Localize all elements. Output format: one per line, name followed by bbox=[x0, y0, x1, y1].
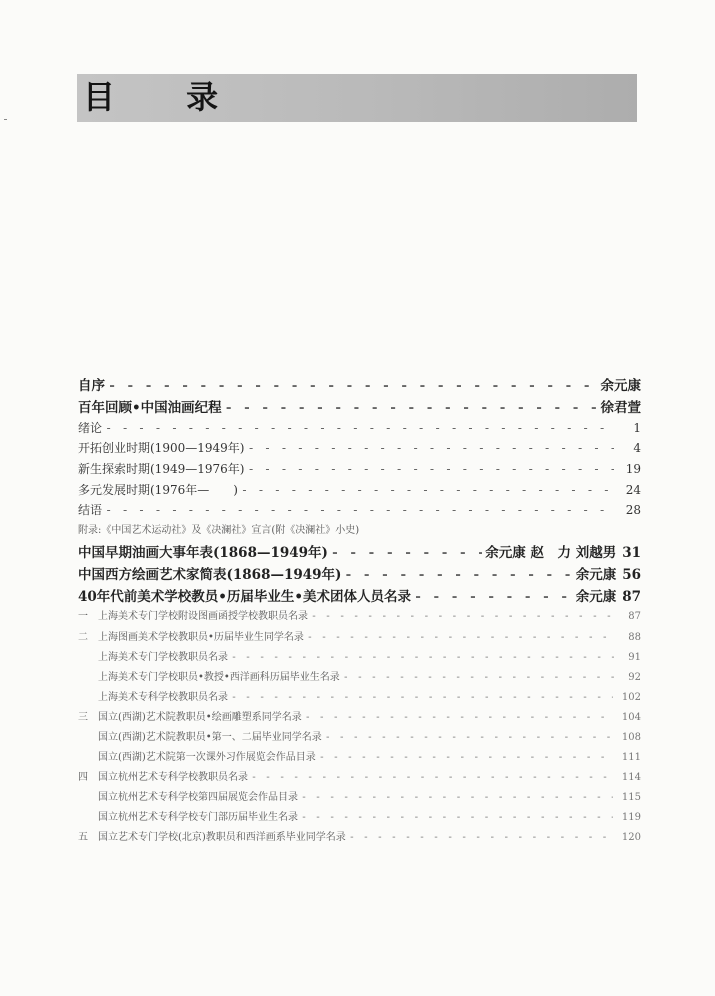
toc-item-label: 国立(西湖)艺术院第一次课外习作展览会作品目录 bbox=[98, 752, 316, 763]
dot-leader bbox=[311, 611, 614, 622]
dot-leader bbox=[343, 672, 614, 683]
toc-page-number: 102 bbox=[621, 692, 641, 703]
toc-item-label: 上海美术专门学校职员•教授•西洋画科历届毕业生名录 bbox=[98, 672, 340, 683]
toc-page-number: 87 bbox=[628, 611, 641, 622]
dot-leader bbox=[301, 792, 613, 803]
toc-page-number: 108 bbox=[621, 732, 641, 743]
toc-entry-label: 开拓创业时期(1900—1949年) bbox=[78, 441, 245, 455]
toc-page-number: 31 bbox=[622, 545, 641, 561]
toc-page-number: 120 bbox=[621, 832, 641, 843]
toc-section-rosters bbox=[78, 585, 641, 605]
toc-item bbox=[78, 828, 641, 843]
toc-item-label: 五 国立艺术专门学校(北京)教职员和西洋画系毕业同学名录 bbox=[78, 832, 346, 843]
toc-item-label: 国立杭州艺术专科学校第四届展览会作品目录 bbox=[98, 792, 298, 803]
toc-entry-review bbox=[78, 396, 641, 416]
dot-leader bbox=[247, 441, 614, 455]
appendix-note: 附录:《中国艺术运动社》及《决澜社》宣言(附《决澜社》小史) bbox=[78, 525, 360, 536]
title-banner bbox=[77, 74, 637, 122]
toc-entry-label: 40年代前美术学校教员•历届毕业生•美术团体人员名录 bbox=[78, 589, 412, 605]
toc-page-number: 28 bbox=[625, 503, 641, 517]
dot-leader bbox=[319, 752, 613, 763]
toc-page-number: 91 bbox=[628, 652, 641, 663]
toc-item bbox=[98, 688, 641, 703]
toc-item bbox=[78, 607, 641, 622]
toc-page-number: 24 bbox=[625, 483, 641, 497]
dot-leader bbox=[231, 652, 614, 663]
toc-entry-intro bbox=[78, 419, 641, 436]
toc-item-label: 国立杭州艺术专科学校专门部历届毕业生名录 bbox=[98, 812, 298, 823]
toc-entry-conclusion bbox=[78, 501, 641, 518]
toc-item bbox=[98, 748, 641, 763]
toc-page-number: 111 bbox=[621, 752, 641, 763]
toc-item-label: 三 国立(西湖)艺术院教职员•绘画雕塑系同学名录 bbox=[78, 712, 302, 723]
margin-mark bbox=[4, 119, 7, 120]
toc-entry-author: 余元康 bbox=[575, 567, 617, 583]
toc-item-label: 上海美术专门学校教职员名录 bbox=[98, 652, 228, 663]
toc-item bbox=[98, 648, 641, 663]
toc-entry-label: 百年回顾•中国油画纪程 bbox=[78, 400, 222, 416]
dot-leader bbox=[105, 421, 614, 435]
dot-leader bbox=[331, 545, 482, 561]
dot-leader bbox=[307, 632, 614, 643]
toc-item-label: 国立(西湖)艺术院教职员•第一、二届毕业同学名录 bbox=[98, 732, 322, 743]
dot-leader bbox=[108, 378, 598, 394]
toc-entry-label: 结语 bbox=[78, 503, 103, 517]
toc-page-number: 115 bbox=[621, 792, 641, 803]
dot-leader bbox=[251, 772, 613, 783]
toc-item bbox=[78, 708, 641, 723]
toc-entry-author: 余元康 赵 力 刘越男 bbox=[485, 545, 617, 561]
toc-item bbox=[78, 628, 641, 643]
toc-item-label: 二 上海图画美术学校教职员•历届毕业生同学名录 bbox=[78, 632, 304, 643]
toc-page-number: 19 bbox=[625, 462, 641, 476]
toc-entry-author: 余元康 bbox=[600, 378, 641, 394]
toc-item-label: 上海美术专科学校教职员名录 bbox=[98, 692, 228, 703]
dot-leader bbox=[105, 503, 614, 517]
toc-item bbox=[98, 808, 641, 823]
toc-section-artists bbox=[78, 563, 641, 583]
toc-entry-label: 绪论 bbox=[78, 421, 103, 435]
toc-page-number: 56 bbox=[622, 567, 641, 583]
toc-entry-label: 中国早期油画大事年表(1868—1949年) bbox=[78, 545, 328, 561]
toc-entry-label: 中国西方绘画艺术家简表(1868—1949年) bbox=[78, 567, 342, 583]
toc-page-number: 1 bbox=[633, 421, 641, 435]
toc-entry-period-2 bbox=[78, 460, 641, 477]
toc-item bbox=[98, 728, 641, 743]
dot-leader bbox=[301, 812, 613, 823]
dot-leader bbox=[305, 712, 613, 723]
toc-item-label: 四 国立杭州艺术专科学校教职员名录 bbox=[78, 772, 248, 783]
toc-page-number: 92 bbox=[628, 672, 641, 683]
dot-leader bbox=[349, 832, 613, 843]
toc-entry-label: 自序 bbox=[78, 378, 105, 394]
page-title: 目 录 bbox=[83, 78, 249, 116]
toc-item bbox=[78, 768, 641, 783]
toc-entry-preface bbox=[78, 374, 641, 394]
toc-entry-label: 新生探索时期(1949—1976年) bbox=[78, 462, 245, 476]
toc-page-number: 87 bbox=[622, 589, 641, 605]
dot-leader bbox=[225, 400, 598, 416]
dot-leader bbox=[231, 692, 613, 703]
toc-entry-period-1 bbox=[78, 439, 641, 456]
toc-page-number: 4 bbox=[633, 441, 641, 455]
toc-entry-period-3 bbox=[78, 481, 641, 498]
toc-page-number: 119 bbox=[621, 812, 641, 823]
toc-entry-author: 徐君萱 bbox=[600, 400, 641, 416]
dot-leader bbox=[247, 462, 614, 476]
dot-leader bbox=[241, 483, 614, 497]
toc-item bbox=[98, 788, 641, 803]
toc-page-number: 114 bbox=[621, 772, 641, 783]
dot-leader bbox=[344, 567, 572, 583]
toc-section-chronology bbox=[78, 541, 641, 561]
dot-leader bbox=[414, 589, 573, 605]
dot-leader bbox=[325, 732, 613, 743]
toc-page-number: 88 bbox=[628, 632, 641, 643]
toc-item-label: 一 上海美术专门学校附设图画函授学校教职员名录 bbox=[78, 611, 308, 622]
toc-entry-author: 余元康 bbox=[575, 589, 617, 605]
toc-item bbox=[98, 668, 641, 683]
toc-page-number: 104 bbox=[621, 712, 641, 723]
toc-entry-label: 多元发展时期(1976年— ) bbox=[78, 483, 238, 497]
